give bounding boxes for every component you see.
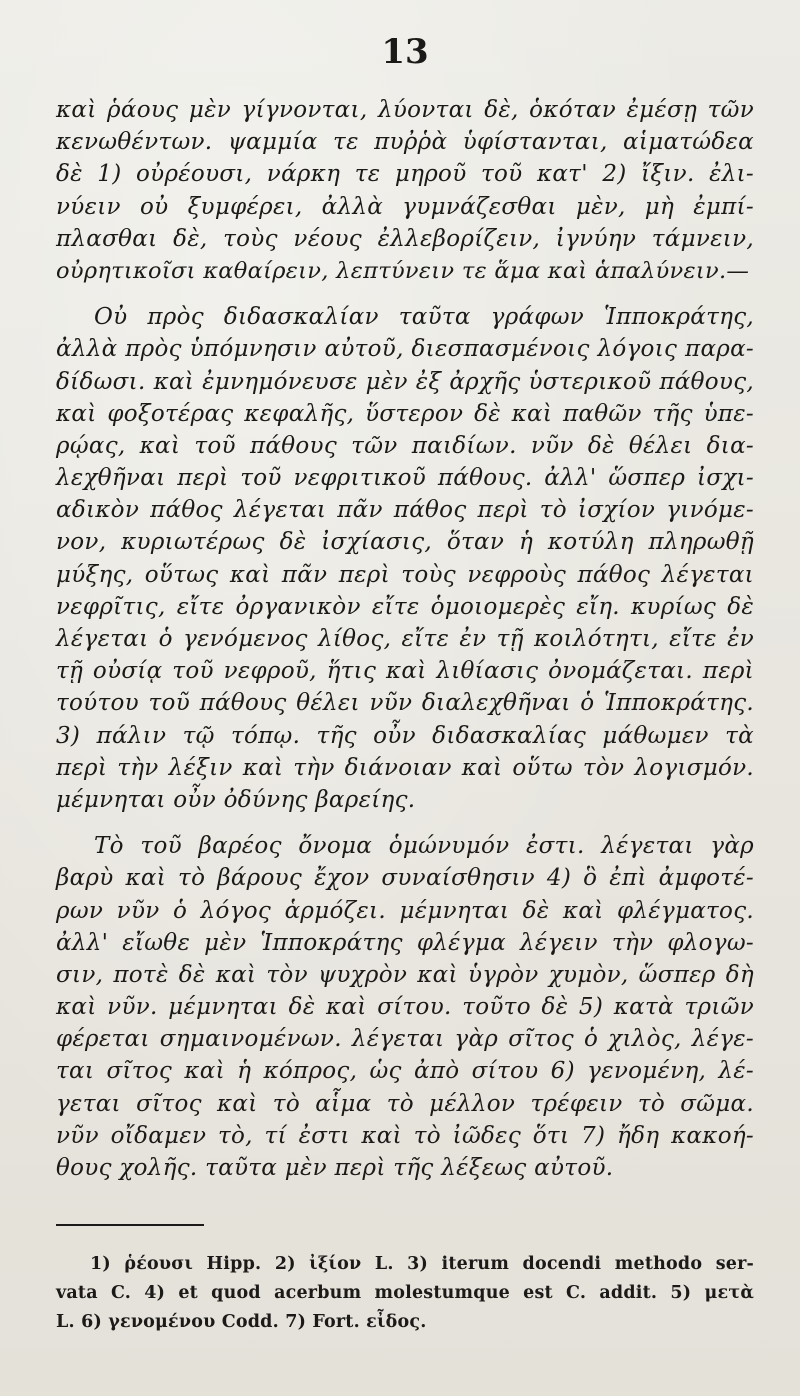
text-line: καὶ νῦν. μέμνηται δὲ καὶ σίτου. τοῦτο δὲ 5) κατὰ τριῶν (56, 994, 754, 1021)
text-line: περὶ τὴν λέξιν καὶ τὴν διάνοιαν καὶ οὕτω τὸν λογισμόν. (56, 754, 754, 781)
text-line: κενωθέντων. ψαμμία τε πυῤῥὰ ὑφίστανται, αἱματώδεα (56, 129, 754, 156)
text-line: Τὸ τοῦ βαρέος ὄνομα ὁμώνυμόν ἐστι. λέγεται γὰρ (94, 833, 754, 860)
text-line: οὐρητικοῖσι καθαίρειν, λεπτύνειν τε ἅμα καὶ ἁπαλύνειν.— (56, 257, 750, 284)
text-line: ἀλλὰ πρὸς ὑπόμνησιν αὐτοῦ, διεσπασμένοις λόγοις παρα- (56, 336, 754, 363)
text-line: λεχθῆναι περὶ τοῦ νεφριτικοῦ πάθους. ἀλλ' ὥσπερ ἰσχι- (56, 465, 754, 492)
text-line: αδικὸν πάθος λέγεται πᾶν πάθος περὶ τὸ ἰσχίον γινόμε- (56, 497, 754, 524)
text-line: 3) πάλιν τῷ τόπῳ. τῆς οὖν διδασκαλίας μάθωμεν τὰ (56, 722, 754, 749)
text-line: νεφρῖτις, εἴτε ὀργανικὸν εἴτε ὁμοιομερὲς εἴη. κυρίως δὲ (56, 593, 754, 620)
paragraph-3 (56, 830, 754, 1184)
text-line: νον, κυριωτέρως δὲ ἰσχίασις, ὅταν ἡ κοτύλη πληρωθῇ (56, 529, 754, 556)
text-line: θους χολῆς. ταῦτα μὲν περὶ τῆς λέξεως αὐτοῦ. (56, 1155, 614, 1181)
text-line: μέμνηται οὖν ὀδύνης βαρείης. (56, 786, 416, 813)
text-line: βαρὺ καὶ τὸ βάρους ἔχον συναίσθησιν 4) ὃ ἐπὶ ἀμφοτέ- (56, 865, 754, 892)
text-line: καὶ φοξοτέρας κεφαλῆς, ὕστερον δὲ καὶ παθῶν τῆς ὑπε- (56, 400, 754, 427)
text-line: πλασθαι δὲ, τοὺς νέους ἐλλεβορίζειν, ἰγνύην τάμνειν, (56, 225, 754, 252)
text-line: δίδωσι. καὶ ἐμνημόνευσε μὲν ἐξ ἀρχῆς ὑστερικοῦ πάθους, (56, 368, 754, 395)
text-line: νῦν οἴδαμεν τὸ, τί ἐστι καὶ τὸ ἰῶδες ὅτι 7) ἤδη κακοή- (56, 1122, 754, 1149)
text-line: τῇ οὐσίᾳ τοῦ νεφροῦ, ἥτις καὶ λιθίασις ὀνομάζεται. περὶ (56, 658, 754, 685)
footnote-line: L. 6) γενομένου Codd. 7) Fort. εἶδος. (56, 1312, 427, 1333)
text-line: νύειν οὐ ξυμφέρει, ἀλλὰ γυμνάζεσθαι μὲν, μὴ ἐμπί- (56, 193, 754, 220)
footnote-divider (56, 1224, 204, 1226)
text-line: καὶ ῥάους μὲν γίγνονται, λύονται δὲ, ὁκόταν ἐμέσῃ τῶν (56, 97, 754, 123)
text-line: Οὐ πρὸς διδασκαλίαν ταῦτα γράφων Ἱπποκράτης, (94, 304, 754, 331)
footnote-line: 1) ῥέουσι Hipp. 2) ἰξίον L. 3) iterum docendi methodo ser- (90, 1254, 754, 1275)
text-line: μύξης, οὕτως καὶ πᾶν περὶ τοὺς νεφροὺς πάθος λέγεται (56, 561, 754, 588)
text-line: ἀλλ' εἴωθε μὲν Ἱπποκράτης φλέγμα λέγειν τὴν φλογω- (56, 929, 754, 956)
page-number: 13 (381, 32, 429, 72)
footnote-line: vata C. 4) et quod acerbum molestumque est C. addit. 5) μετὰ (56, 1283, 754, 1304)
paragraph-2 (56, 301, 754, 816)
text-line: ται σῖτος καὶ ἡ κόπρος, ὡς ἀπὸ σίτου 6) γενομένη, λέ- (56, 1058, 754, 1085)
text-line: σιν, ποτὲ δὲ καὶ τὸν ψυχρὸν καὶ ὑγρὸν χυμὸν, ὥσπερ δὴ (56, 961, 754, 988)
text-line: γεται σῖτος καὶ τὸ αἷμα τὸ μέλλον τρέφειν τὸ σῶμα. (56, 1090, 754, 1117)
text-line: ρων νῦν ὁ λόγος ἁρμόζει. μέμνηται δὲ καὶ φλέγματος. (56, 897, 754, 924)
text-line: φέρεται σημαινομένων. λέγεται γὰρ σῖτος ὁ χιλὸς, λέγε- (56, 1026, 754, 1053)
text-line: δὲ 1) οὐρέουσι, νάρκη τε μηροῦ τοῦ κατ' 2) ἴξιν. ἐλι- (56, 161, 754, 188)
text-line: λέγεται ὁ γενόμενος λίθος, εἴτε ἐν τῇ κοιλότητι, εἴτε ἐν (56, 626, 754, 652)
text-line: τούτου τοῦ πάθους θέλει νῦν διαλεχθῆναι ὁ Ἱπποκράτης. (56, 690, 754, 717)
paragraph-1 (56, 94, 754, 287)
footnotes (56, 1250, 754, 1337)
text-line: ρῴας, καὶ τοῦ πάθους τῶν παιδίων. νῦν δὲ θέλει δια- (56, 432, 754, 459)
